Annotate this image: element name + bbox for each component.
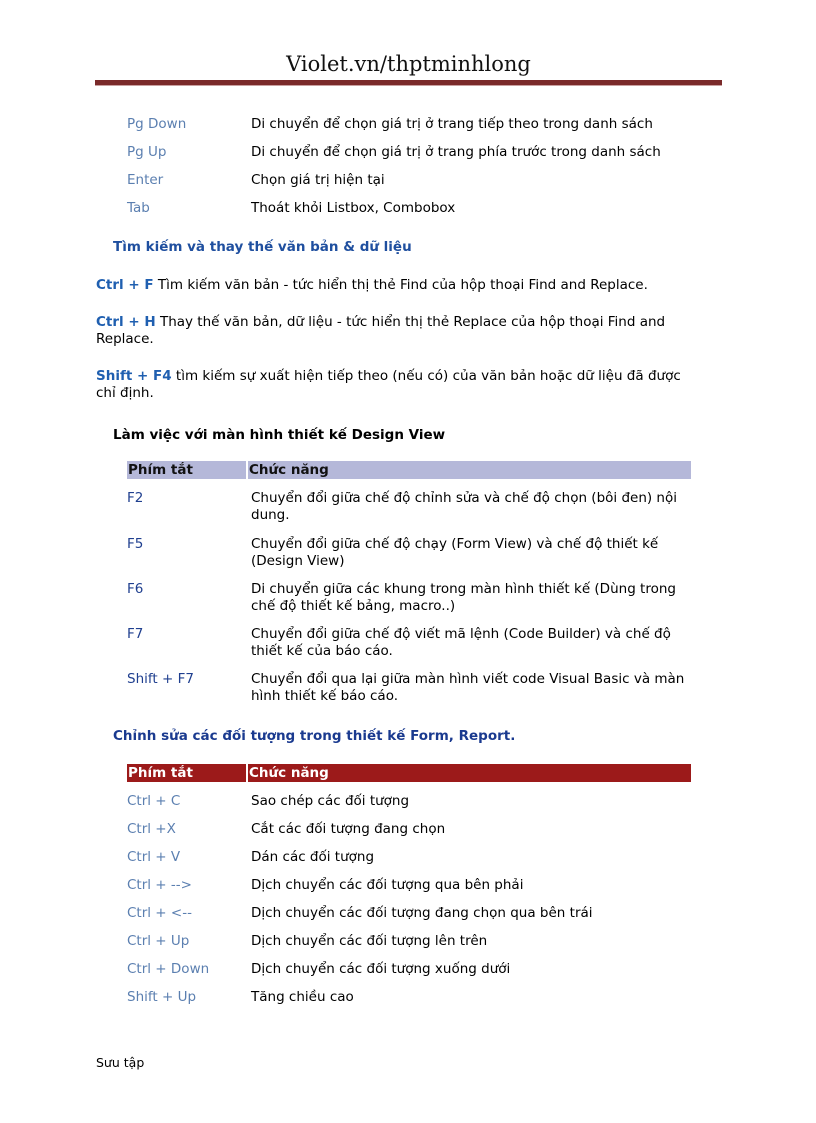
edit-section-heading: Chỉnh sửa các đối tượng trong thiết kế Form, Report.: [113, 728, 516, 744]
site-header-title: Violet.vn/thptminhlong: [286, 52, 531, 76]
shortcut-key: Pg Down: [127, 116, 187, 132]
shortcut-key: Shift + F7: [127, 671, 194, 687]
shortcut-desc: Dán các đối tượng: [251, 849, 375, 865]
shortcut-desc: Tìm kiếm văn bản - tức hiển thị thẻ Find của hộp thoại Find and Replace.: [153, 277, 648, 293]
shortcut-desc: Chọn giá trị hiện tại: [251, 172, 385, 188]
shortcut-desc: Chuyển đổi giữa chế độ viết mã lệnh (Code Builder) và chế độ thiết kế của báo cáo.: [251, 626, 671, 659]
shortcut-desc: Dịch chuyển các đối tượng xuống dưới: [251, 961, 511, 977]
shortcut-key: Shift + F4: [96, 368, 172, 384]
column-header-key: Phím tắt: [127, 461, 246, 479]
shortcut-desc: Di chuyển để chọn giá trị ở trang phía trước trong danh sách: [251, 144, 661, 160]
page-footer: Sưu tập: [96, 1055, 145, 1070]
find-next-paragraph: [96, 368, 696, 402]
shortcut-key: Ctrl + V: [127, 849, 181, 865]
shortcut-desc: Dịch chuyển các đối tượng đang chọn qua bên trái: [251, 905, 593, 921]
shortcut-key: F2: [127, 490, 144, 506]
shortcut-key: Ctrl + <--: [127, 905, 192, 921]
shortcut-key: Ctrl + Down: [127, 961, 210, 977]
shortcut-desc: Di chuyển giữa các khung trong màn hình thiết kế (Dùng trong chế độ thiết kế bảng, macro..): [251, 581, 676, 614]
shortcut-key: Ctrl + F: [96, 277, 154, 293]
shortcut-key: F7: [127, 626, 144, 642]
column-header-function: Chức năng: [248, 764, 691, 782]
shortcut-desc: Sao chép các đối tượng: [251, 793, 410, 809]
header-divider: [95, 80, 722, 86]
shortcut-key: Ctrl + H: [96, 314, 156, 330]
shortcut-desc: Tăng chiều cao: [251, 989, 354, 1005]
shortcut-key: F6: [127, 581, 144, 597]
column-header-key: Phím tắt: [127, 764, 246, 782]
find-section-heading: Tìm kiếm và thay thế văn bản & dữ liệu: [113, 239, 412, 255]
shortcut-desc: Chuyển đổi qua lại giữa màn hình viết code Visual Basic và màn hình thiết kế báo cáo.: [251, 671, 685, 704]
shortcut-key: Ctrl + Up: [127, 933, 190, 949]
shortcut-key: Ctrl + C: [127, 793, 181, 809]
find-paragraph: [96, 277, 696, 294]
shortcut-key: Enter: [127, 172, 164, 188]
shortcut-desc: Di chuyển để chọn giá trị ở trang tiếp theo trong danh sách: [251, 116, 653, 132]
shortcut-key: Shift + Up: [127, 989, 197, 1005]
shortcut-key: F5: [127, 536, 144, 552]
shortcut-key: Tab: [127, 200, 150, 216]
shortcut-desc: Thoát khỏi Listbox, Combobox: [251, 200, 456, 216]
shortcut-desc: Cắt các đối tượng đang chọn: [251, 821, 446, 837]
shortcut-desc: Thay thế văn bản, dữ liệu - tức hiển thị thẻ Replace của hộp thoại Find and Replace.: [96, 314, 666, 347]
shortcut-desc: Dịch chuyển các đối tượng lên trên: [251, 933, 488, 949]
shortcut-key: Ctrl + -->: [127, 877, 192, 893]
shortcut-key: Pg Up: [127, 144, 167, 160]
replace-paragraph: [96, 314, 696, 348]
column-header-function: Chức năng: [248, 461, 691, 479]
shortcut-desc: tìm kiếm sự xuất hiện tiếp theo (nếu có) của văn bản hoặc dữ liệu đã được chỉ định.: [96, 368, 681, 401]
design-section-heading: Làm việc với màn hình thiết kế Design View: [113, 427, 446, 443]
shortcut-key: Ctrl +X: [127, 821, 176, 837]
shortcut-desc: Dịch chuyển các đối tượng qua bên phải: [251, 877, 524, 893]
shortcut-desc: Chuyển đổi giữa chế độ chạy (Form View) và chế độ thiết kế (Design View): [251, 536, 659, 569]
shortcut-desc: Chuyển đổi giữa chế độ chỉnh sửa và chế độ chọn (bôi đen) nội dung.: [251, 490, 678, 523]
